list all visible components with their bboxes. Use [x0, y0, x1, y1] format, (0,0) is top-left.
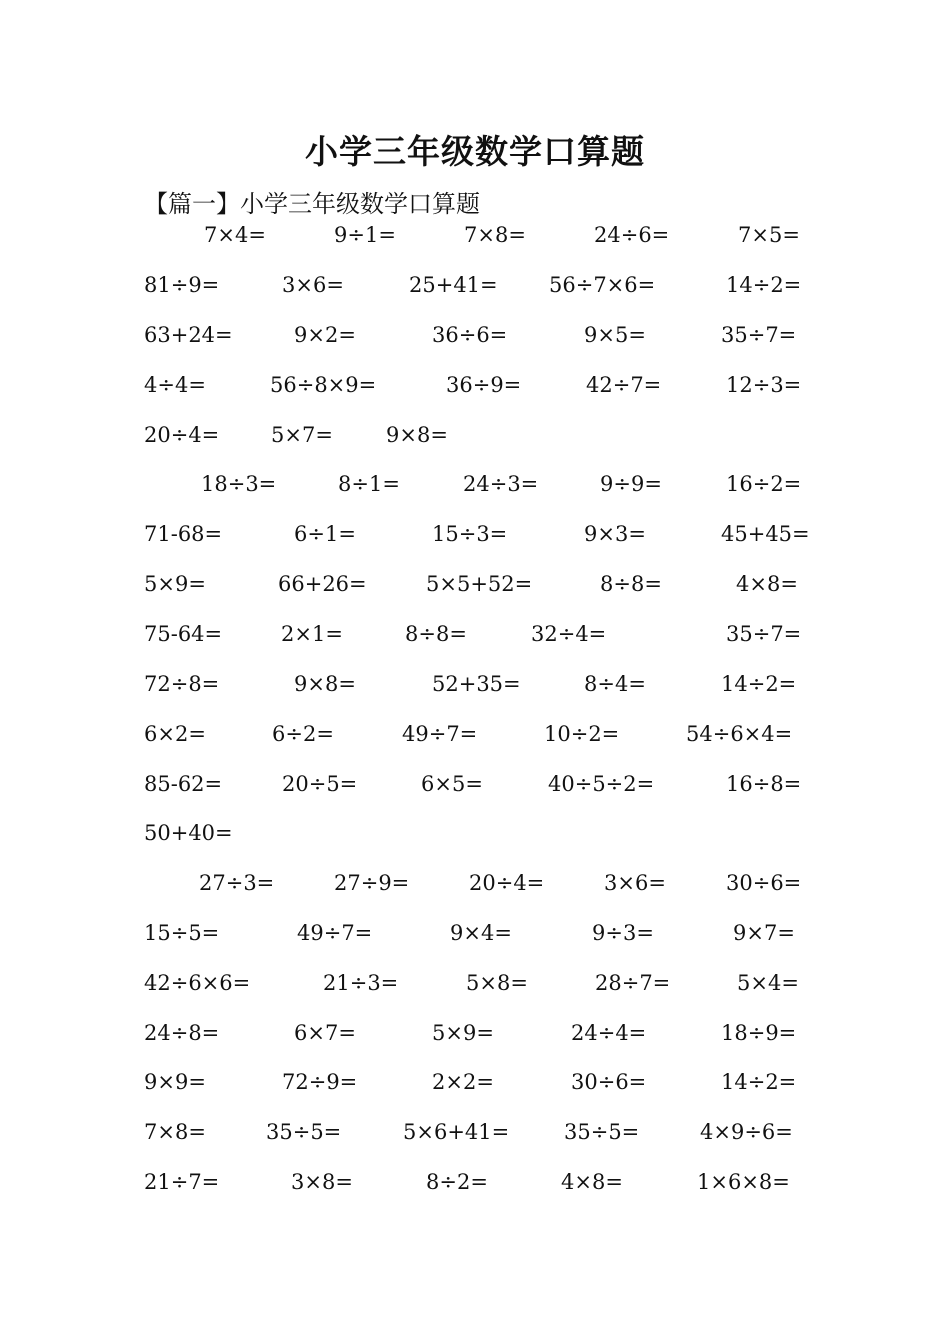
arithmetic-problem: 71-68= [144, 522, 223, 546]
arithmetic-problem: 7×4= [204, 223, 266, 247]
arithmetic-problem: 7×8= [464, 223, 526, 247]
arithmetic-problem: 42÷7= [586, 373, 662, 397]
arithmetic-problem: 49÷7= [297, 921, 373, 945]
arithmetic-problem: 18÷3= [201, 472, 277, 496]
arithmetic-problem: 9×8= [386, 423, 448, 447]
arithmetic-problem: 28÷7= [595, 971, 671, 995]
arithmetic-problem: 27÷3= [199, 871, 275, 895]
arithmetic-problem: 20÷5= [282, 772, 358, 796]
arithmetic-problem: 2×1= [281, 622, 343, 646]
arithmetic-problem: 72÷8= [144, 672, 220, 696]
arithmetic-problem: 6÷1= [294, 522, 356, 546]
arithmetic-problem: 24÷8= [144, 1021, 220, 1045]
arithmetic-problem: 52+35= [432, 672, 521, 696]
arithmetic-problem: 35÷7= [721, 323, 797, 347]
arithmetic-problem: 8÷1= [338, 472, 400, 496]
arithmetic-problem: 9÷9= [600, 472, 662, 496]
arithmetic-problem: 56÷7×6= [549, 273, 656, 297]
arithmetic-problem: 9×3= [584, 522, 646, 546]
arithmetic-problem: 10÷2= [544, 722, 620, 746]
arithmetic-problem: 6×5= [421, 772, 483, 796]
arithmetic-problem: 30÷6= [571, 1070, 647, 1094]
arithmetic-problem: 66+26= [278, 572, 367, 596]
arithmetic-problem: 49÷7= [402, 722, 478, 746]
arithmetic-problem: 75-64= [144, 622, 223, 646]
arithmetic-problem: 8÷8= [405, 622, 467, 646]
arithmetic-problem: 6÷2= [272, 722, 334, 746]
arithmetic-problem: 16÷2= [726, 472, 802, 496]
arithmetic-problem: 5×9= [144, 572, 206, 596]
arithmetic-problem: 30÷6= [726, 871, 802, 895]
arithmetic-problem: 5×7= [271, 423, 333, 447]
arithmetic-problem: 4×9÷6= [700, 1120, 793, 1144]
arithmetic-problem: 35÷5= [266, 1120, 342, 1144]
arithmetic-problem: 40÷5÷2= [548, 772, 655, 796]
arithmetic-problem: 18÷9= [721, 1021, 797, 1045]
arithmetic-problem: 3×6= [282, 273, 344, 297]
arithmetic-problem: 20÷4= [144, 423, 220, 447]
arithmetic-problem: 9×5= [584, 323, 646, 347]
arithmetic-problem: 3×6= [604, 871, 666, 895]
arithmetic-problem: 72÷9= [282, 1070, 358, 1094]
arithmetic-problem: 25+41= [409, 273, 498, 297]
arithmetic-problem: 21÷7= [144, 1170, 220, 1194]
arithmetic-problem: 3×8= [291, 1170, 353, 1194]
arithmetic-problem: 24÷3= [463, 472, 539, 496]
arithmetic-problem: 9×2= [294, 323, 356, 347]
arithmetic-problem: 85-62= [144, 772, 223, 796]
arithmetic-problem: 12÷3= [726, 373, 802, 397]
arithmetic-problem: 21÷3= [323, 971, 399, 995]
arithmetic-problem: 24÷4= [571, 1021, 647, 1045]
arithmetic-problem: 9×4= [450, 921, 512, 945]
arithmetic-problem: 8÷2= [426, 1170, 488, 1194]
arithmetic-problem: 7×5= [738, 223, 800, 247]
arithmetic-problem: 45+45= [721, 522, 810, 546]
arithmetic-problem: 14÷2= [721, 672, 797, 696]
arithmetic-problem: 16÷8= [726, 772, 802, 796]
arithmetic-problem: 36÷6= [432, 323, 508, 347]
arithmetic-problem: 42÷6×6= [144, 971, 251, 995]
arithmetic-problem: 15÷3= [432, 522, 508, 546]
arithmetic-problem: 63+24= [144, 323, 233, 347]
arithmetic-problem: 54÷6×4= [686, 722, 793, 746]
arithmetic-problem: 32÷4= [531, 622, 607, 646]
arithmetic-problem: 6×2= [144, 722, 206, 746]
arithmetic-problem: 6×7= [294, 1021, 356, 1045]
arithmetic-problem: 4÷4= [144, 373, 206, 397]
arithmetic-problem: 5×4= [737, 971, 799, 995]
arithmetic-problem: 24÷6= [594, 223, 670, 247]
arithmetic-problem: 20÷4= [469, 871, 545, 895]
section-heading: 【篇一】小学三年级数学口算题 [144, 190, 480, 218]
arithmetic-problem: 56÷8×9= [270, 373, 377, 397]
arithmetic-problem: 14÷2= [726, 273, 802, 297]
arithmetic-problem: 9×8= [294, 672, 356, 696]
arithmetic-problem: 5×5+52= [426, 572, 533, 596]
arithmetic-problem: 7×8= [144, 1120, 206, 1144]
arithmetic-problem: 14÷2= [721, 1070, 797, 1094]
arithmetic-problem: 9÷3= [592, 921, 654, 945]
arithmetic-problem: 9×7= [733, 921, 795, 945]
arithmetic-problem: 50+40= [144, 821, 233, 845]
arithmetic-problem: 4×8= [561, 1170, 623, 1194]
arithmetic-problem: 35÷5= [564, 1120, 640, 1144]
arithmetic-problem: 15÷5= [144, 921, 220, 945]
arithmetic-problem: 9×9= [144, 1070, 206, 1094]
arithmetic-problem: 8÷8= [600, 572, 662, 596]
arithmetic-problem: 81÷9= [144, 273, 220, 297]
arithmetic-problem: 1×6×8= [697, 1170, 790, 1194]
document-title: 小学三年级数学口算题 [305, 132, 645, 171]
arithmetic-problem: 36÷9= [446, 373, 522, 397]
arithmetic-problem: 8÷4= [584, 672, 646, 696]
arithmetic-problem: 5×9= [432, 1021, 494, 1045]
arithmetic-problem: 5×6+41= [403, 1120, 510, 1144]
arithmetic-problem: 5×8= [466, 971, 528, 995]
arithmetic-problem: 4×8= [736, 572, 798, 596]
arithmetic-problem: 35÷7= [726, 622, 802, 646]
arithmetic-problem: 2×2= [432, 1070, 494, 1094]
arithmetic-problem: 27÷9= [334, 871, 410, 895]
arithmetic-problem: 9÷1= [334, 223, 396, 247]
